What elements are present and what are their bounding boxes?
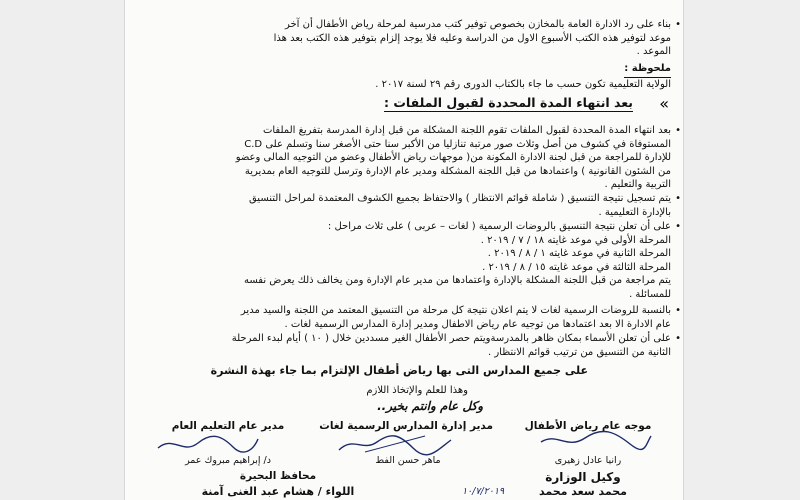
text-line: المرحلة الأولى في موعد غايته ١٨ / ٧ / ٢٠١٩ .: [480, 234, 671, 246]
signature-title: مدير عام التعليم العام: [171, 420, 285, 432]
signature-title: وكيل الوزارة: [545, 470, 621, 484]
note-block: [375, 62, 671, 91]
text-line: للإدارة للمراجعة من قبل لجنة الادارة المكونة من( موجهات رياض الأطفال وعضو من التوجيه المالى وعضو: [235, 152, 671, 163]
signature-name: ماهر حسن الفط: [375, 455, 441, 466]
text-line: للمسائلة .: [629, 288, 671, 300]
paragraph-3: [244, 220, 671, 301]
text-line: • بعد انتهاء المدة المحددة لقبول الملفات تقوم اللجنة المشكلة من قبل إدارة المدرسة بتفريغ الملفات: [262, 125, 671, 136]
signature-title: موجه عام رياض الأطفال: [524, 420, 652, 432]
signature-name: محمد سعد محمد: [539, 485, 627, 498]
signature-name: اللواء / هشام عبد الغنى آمنة: [201, 485, 355, 498]
document-page: [125, 0, 683, 500]
text-line: من الشئون القانونية ) واعتمادها من قبل اللجنة المشكلة ومدير عام الإدارة وترسل للتوجيه العام بمديرية: [244, 165, 671, 177]
text-line: المرحلة الثانية في موعد غايته ١ / ٨ / ٢٠١٩ .: [487, 248, 671, 259]
text-line: الموعد .: [636, 46, 671, 57]
text-line: المستوفاة في كشوف من أصل وثلاث صور مرتبة تنازليا من الأكبر سنا حتى الأصغر سنا وتسلم على C.D: [244, 138, 671, 150]
signature-title: محافظ البحيرة: [239, 470, 317, 482]
section-heading: بعد انتهاء المدة المحددة لقبول الملفات :: [383, 95, 633, 110]
double-arrow-icon: «: [659, 94, 669, 113]
closing-line-2: وكل عام وانتم بخير..: [377, 399, 483, 413]
text-line: • يتم تسجيل نتيجة التنسيق ( شاملة قوائم الانتظار ) والاحتفاظ بجميع الكشوف المعتمدة لمراحل التنسيق: [248, 193, 671, 204]
note-text: الولاية التعليمية تكون حسب ما جاء بالكتاب الدورى رقم ٢٩ لسنة ٢٠١٧ .: [375, 78, 671, 90]
closing-line-1: وهذا للعلم والإتخاذ اللازم: [366, 385, 468, 396]
text-line: • بناء على رد الادارة العامة بالمخازن بخصوص توفير كتب مدرسية لمرحلة رياض الأطفال أن آخر: [284, 19, 671, 30]
signature-scribble: [535, 430, 655, 452]
handwritten-date: ١٠/٧/٢٠١٩: [461, 486, 505, 497]
signature-title: مدير إدارة المدارس الرسمية لغات: [319, 420, 493, 432]
signature-name: د/ إبراهيم مبروك عمر: [185, 455, 271, 466]
signature-scribble: [153, 433, 263, 455]
text-line: • على أن تعلن نتيجة التنسيق بالروضات الرسمية ( لغات – عربى ) على ثلاث مراحل :: [327, 221, 671, 232]
text-line: موعد لتوفير هذه الكتب الأسبوع الاول من الدراسة وعليه فلا يوجد إلزام بتوفير هذه الكتب بعد هذا: [273, 32, 671, 44]
text-line: المرحلة الثالثة في موعد غايته ١٥ / ٨ / ٢٠١٩ .: [482, 261, 671, 273]
paragraph-5: [232, 332, 671, 359]
closing-instruction: على جميع المدارس التى بها رياض أطفال الإلتزام بما جاء بهذة النشرة: [210, 364, 588, 377]
paragraph-1: [236, 124, 671, 192]
memo-item-1: [274, 18, 671, 59]
text-line: بالإدارة التعليمية .: [598, 206, 671, 218]
text-line: يتم مراجعة من قبل اللجنة المشكلة بالإدارة واعتمادها من مدير عام الإدارة ومن يخالف ذلك يعرض نفسه: [243, 275, 671, 286]
text-line: • على أن تعلن الأسماء بمكان ظاهر بالمدرسةويتم حصر الأطفال الغير مسددين خلال ( ١٠ ) أيام لبدء المرحلة: [231, 333, 671, 344]
paragraph-4: [241, 304, 671, 331]
text-line: عام الادارة الا بعد اعتمادها من توجيه عام رياض الاطفال ومدير إدارة المدارس الرسمية لغات .: [284, 318, 671, 330]
text-line: • بالنسبة للروضات الرسمية لغات لا يتم اعلان نتيجة كل مرحلة من التنسيق المعتمد من اللجنة والسيد مدير: [240, 305, 671, 316]
signature-name: رانيا عادل زهيرى: [554, 455, 622, 466]
text-line: التربية والتعليم .: [604, 179, 671, 190]
signature-scribble: [335, 432, 455, 456]
text-line: الثانية من التنسيق من ترتيب قوائم الانتظار .: [487, 346, 671, 358]
paragraph-2: [249, 192, 671, 219]
note-label: ملحوظة :: [624, 62, 671, 78]
